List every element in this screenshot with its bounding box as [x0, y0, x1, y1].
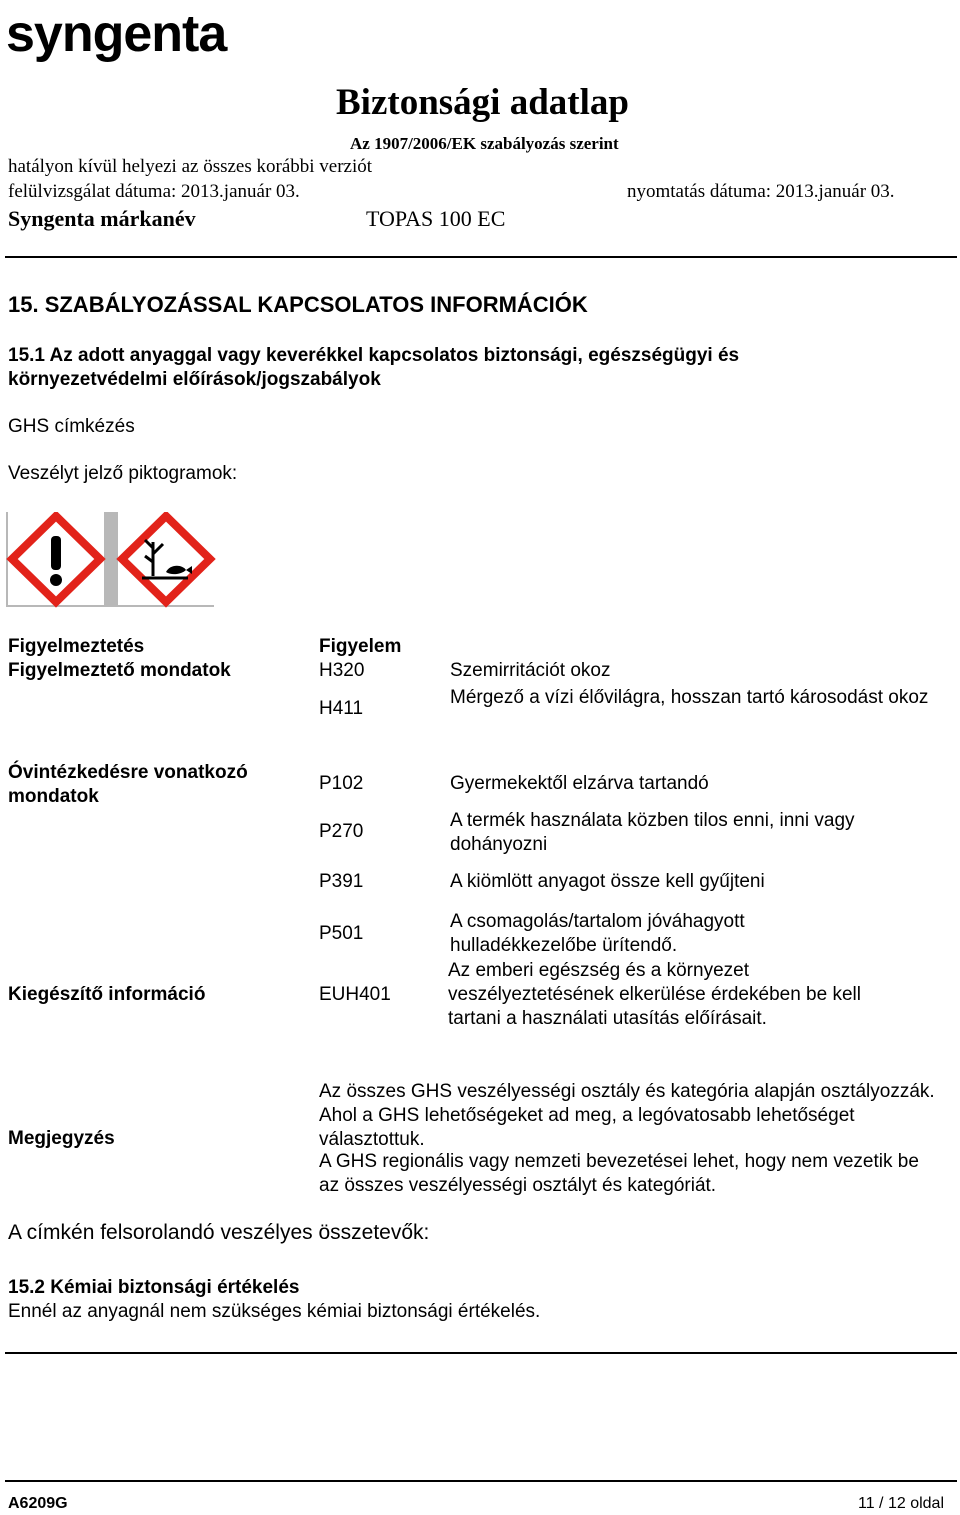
precaution-code: P270 — [319, 821, 364, 842]
note-label: Megjegyzés — [8, 1128, 115, 1149]
exclamation-mark-icon — [12, 516, 100, 602]
precaution-text: A termék használata közben tilos enni, inni vagy dohányozni — [450, 810, 855, 855]
product-name: TOPAS 100 EC — [366, 206, 506, 231]
regulation-note: Az 1907/2006/EK szabályozás szerint — [350, 134, 619, 153]
revision-date: felülvizsgálat dátuma: 2013.január 03. — [8, 181, 300, 202]
pictogram-row — [6, 512, 216, 608]
hazard-statements-label: Figyelmeztető mondatok — [8, 660, 231, 681]
footer-divider — [5, 1480, 957, 1482]
document-title: Biztonsági adatlap — [336, 82, 629, 123]
subsection-15-1-line1: 15.1 Az adott anyaggal vagy keverékkel kapcsolatos biztonsági, egészségügyi és — [8, 345, 740, 366]
note-text-2: A GHS regionális vagy nemzeti bevezetései lehet, hogy nem vezetik be az összes veszélyességi osztályt és kategóriát. — [319, 1151, 919, 1196]
pictogram-label: Veszélyt jelző piktogramok: — [8, 463, 238, 484]
precaution-code: P391 — [319, 871, 364, 892]
print-date: nyomtatás dátuma: 2013.január 03. — [627, 181, 895, 202]
precaution-text: A csomagolás/tartalom jóváhagyott hulladékkezelőbe ürítendő. — [450, 911, 745, 956]
section-end-divider — [5, 1352, 957, 1354]
subsection-15-2-text: Ennél az anyagnál nem szükséges kémiai biztonsági értékelés. — [8, 1301, 541, 1322]
header-divider — [5, 256, 957, 258]
supersedes-note: hatályon kívül helyezi az összes korábbi verziót — [8, 156, 373, 177]
signal-word-label: Figyelmeztetés — [8, 636, 145, 657]
hazard-code: H320 — [319, 660, 365, 681]
supplemental-code: EUH401 — [319, 984, 391, 1005]
supplemental-info-label: Kiegészítő információ — [8, 984, 206, 1005]
syngenta-logo: syngenta — [6, 5, 227, 63]
precaution-code: P501 — [319, 923, 364, 944]
hazard-code: H411 — [319, 698, 364, 719]
pictogram-graphic — [6, 512, 216, 608]
supplemental-text: Az emberi egészség és a környezet veszélyeztetésének elkerülése érdekében be kell tartani a használati utasítás előírásait. — [448, 960, 861, 1029]
label-components-label: A címkén felsorolandó veszélyes összetevők: — [8, 1221, 430, 1244]
ghs-label: GHS címkézés — [8, 416, 135, 437]
hazard-text: Szemirritációt okoz — [450, 660, 611, 681]
environment-hazard-icon — [122, 516, 210, 602]
precaution-text: Gyermekektől elzárva tartandó — [450, 773, 709, 794]
page-number: 11 / 12 oldal — [858, 1495, 944, 1512]
precautionary-statements-label: Óvintézkedésre vonatkozó mondatok — [8, 762, 248, 807]
brand-label: Syngenta márkanév — [8, 206, 196, 231]
document-code: A6209G — [8, 1495, 68, 1512]
note-text-1: Az összes GHS veszélyességi osztály és kategória alapján osztályozzák. Ahol a GHS lehetőségeket ad meg, a legóvatosabb lehetőséget választottuk. — [319, 1081, 935, 1150]
hazard-text: Mérgező a vízi élővilágra, hosszan tartó károsodást okoz — [450, 687, 929, 708]
signal-word-value: Figyelem — [319, 636, 402, 657]
subsection-15-2-heading: 15.2 Kémiai biztonsági értékelés — [8, 1277, 300, 1298]
precaution-text: A kiömlött anyagot össze kell gyűjteni — [450, 871, 765, 892]
precaution-code: P102 — [319, 773, 364, 794]
section-heading: 15. SZABÁLYOZÁSSAL KAPCSOLATOS INFORMÁCIÓK — [8, 292, 588, 317]
subsection-15-1-line2: környezetvédelmi előírások/jogszabályok — [8, 369, 381, 390]
